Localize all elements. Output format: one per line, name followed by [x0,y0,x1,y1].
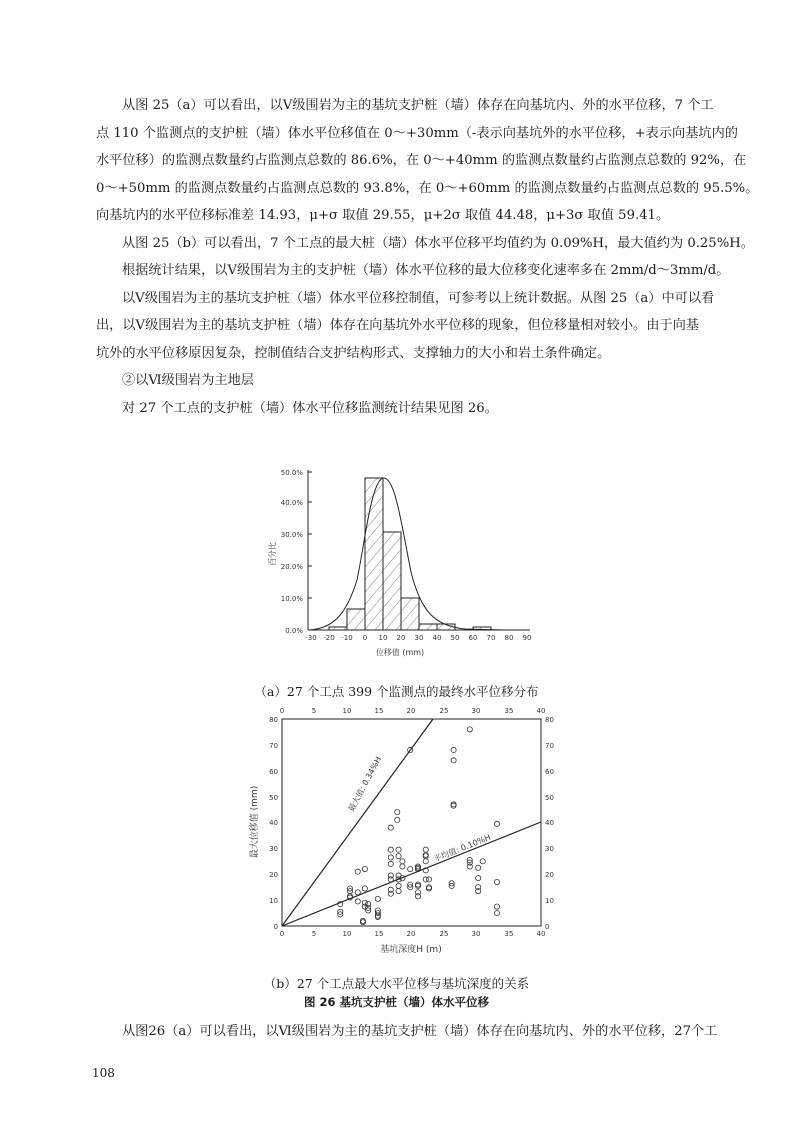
svg-text:50: 50 [269,794,278,802]
data-point [476,865,481,870]
text-line: 以Ⅴ级围岩为主的基坑支护桩（墙）体水平位移控制值，可参考以上统计数据。从图 25（a）中可以看 [122,290,715,306]
text-line: 从图26（a）可以看出，以Ⅵ级围岩为主的基坑支护桩（墙）体存在向基坑内、外的水平位移，27个工 [122,1024,718,1039]
paragraph-fig26a-analysis [96,1018,726,1046]
figure-title: 图 26 基坑支护桩（墙）体水平位移 [303,995,489,1009]
scatter-points [338,727,500,925]
svg-text:30: 30 [471,930,481,938]
data-point [494,904,499,909]
svg-text:10: 10 [342,707,352,715]
text-line: 向基坑内的水平位移标准差 14.93，μ+σ 取值 29.55，μ+2σ 取值 44.48，μ+3σ 取值 59.41。 [96,208,670,223]
top-x-tick-labels [280,707,546,715]
svg-text:30: 30 [471,707,481,715]
svg-text:0: 0 [273,923,278,931]
svg-text:25: 25 [439,707,449,715]
svg-text:60: 60 [468,634,478,642]
svg-text:10: 10 [378,634,388,642]
text-line: 水平位移）的监测点数量约占监测点总数的 86.6%，在 0～+40mm 的监测点数量约占监测点总数的 92%，在 [96,153,747,168]
svg-text:10: 10 [269,897,278,905]
svg-text:25: 25 [439,930,449,938]
svg-text:50.0%: 50.0% [280,469,303,477]
svg-text:20: 20 [396,634,406,642]
data-point [396,854,401,859]
svg-text:0: 0 [279,930,285,938]
data-point [388,847,393,852]
paragraph-fig25a-analysis [96,92,759,422]
y-tick-labels [281,469,304,635]
text-line: 0～+50mm 的监测点数量约占监测点总数的 93.8%，在 0～+60mm 的监测点数量约占监测点总数的 95.5%。 [96,180,759,196]
svg-text:40: 40 [536,930,546,938]
svg-text:80: 80 [504,634,514,642]
svg-text:30: 30 [269,845,278,853]
svg-text:40: 40 [545,819,554,827]
data-point [388,861,393,866]
right-y-tick-labels [545,716,554,931]
svg-text:80: 80 [269,716,278,724]
svg-text:40: 40 [432,634,442,642]
data-point [395,817,400,822]
svg-text:10.0%: 10.0% [280,595,303,603]
data-point [415,894,420,899]
svg-text:20: 20 [545,871,554,879]
scatter-chart [245,700,575,965]
data-point [362,866,367,871]
svg-text:0: 0 [279,707,285,715]
svg-text:15: 15 [374,930,384,938]
data-point [362,886,367,891]
paragraph-fig26-intro: 对 27 个工点的支护桩（墙）体水平位移监测统计结果见图 26。 [122,400,498,416]
mean-value-line [282,822,541,926]
data-point [388,891,393,896]
data-point [423,847,428,852]
svg-text:10: 10 [342,930,352,938]
data-point [355,869,360,874]
histogram-bars [329,478,491,630]
data-point [480,859,485,864]
caption-fig-b: （b）27 个工点最大水平位移与基坑深度的关系 [263,976,530,991]
svg-text:-10: -10 [341,634,353,642]
data-point [355,899,360,904]
data-point [494,879,499,884]
data-point [494,821,499,826]
caption-fig-a: （a）27 个工点 399 个监测点的最终水平位移分布 [254,684,539,699]
data-point [423,859,428,864]
svg-text:0: 0 [545,923,550,931]
text-line: 点 110 个监测点的支护桩（墙）体水平位移值在 0～+30mm（-表示向基坑外的水平位移，+表示向基坑内的 [96,125,738,141]
text-line: 坑外的水平位移原因复杂，控制值结合支护结构形式、支撑轴力的大小和岩土条件确定。 [96,345,611,361]
data-point [408,866,413,871]
data-point [396,883,401,888]
histogram-chart [265,462,545,662]
svg-text:-30: -30 [305,634,317,642]
data-point [451,747,456,752]
x-tick-labels [305,634,531,642]
data-point [476,888,481,893]
data-point [388,877,393,882]
svg-text:50: 50 [450,634,460,642]
mean-line-label: 平均值: 0.10%H [432,832,493,864]
data-point [467,727,472,732]
svg-text:20: 20 [406,707,416,715]
text-line: 从图 25（a）可以看出，以Ⅴ级围岩为主的基坑支护桩（墙）体存在向基坑内、外的水平位移，7 个工 [122,98,714,113]
y-tick-labels [269,716,278,931]
data-point [396,847,401,852]
svg-text:30: 30 [545,845,554,853]
paragraph-statistics-result: 根据统计结果，以Ⅴ级围岩为主的支护桩（墙）体水平位移的最大位移变化速率多在 2mm/d～3mm/d。 [122,263,730,278]
paragraph-fig25b-analysis: 从图 25（b）可以看出，7 个工点的最大桩（墙）体水平位移平均值约为 0.09%H，最大值约为 0.25%H。 [122,235,754,251]
data-point [426,877,431,882]
svg-text:5: 5 [311,930,317,938]
page-number: 108 [92,1066,115,1080]
data-point [400,864,405,869]
svg-text:35: 35 [504,707,514,715]
data-point [451,758,456,763]
data-point [467,864,472,869]
svg-text:30: 30 [414,634,424,642]
svg-text:80: 80 [545,716,554,724]
svg-text:40.0%: 40.0% [280,499,303,507]
text-line: 出，以Ⅴ级围岩为主的基坑支护桩（墙）体存在向基坑外水平位移的现象，但位移量相对较小。由于向基 [96,318,699,333]
data-point [494,910,499,915]
svg-text:90: 90 [522,634,532,642]
svg-text:40: 40 [269,819,278,827]
data-point [355,890,360,895]
svg-text:5: 5 [311,707,317,715]
max-line-label: 最大值: 0.34%H [346,755,384,813]
svg-text:20: 20 [269,871,278,879]
svg-text:0.0%: 0.0% [285,627,303,635]
data-point [388,825,393,830]
svg-text:50: 50 [545,794,554,802]
data-point [388,855,393,860]
y-axis-label: 百分比 [268,542,277,566]
svg-text:40: 40 [536,707,546,715]
x-axis-label: 基坑深度H (m) [380,945,442,955]
data-point [400,859,405,864]
svg-text:60: 60 [545,768,554,776]
svg-text:35: 35 [504,930,514,938]
x-axis-label: 位移值 (mm) [375,648,425,657]
svg-text:70: 70 [545,742,554,750]
data-point [375,896,380,901]
y-axis-label: 最大位移值 (mm) [250,785,260,859]
svg-text:15: 15 [374,707,384,715]
section-heading: ②以Ⅵ级围岩为主地层 [122,373,254,388]
svg-text:10: 10 [545,897,554,905]
svg-text:70: 70 [486,634,496,642]
svg-text:0: 0 [362,634,368,642]
data-point [396,888,401,893]
svg-text:30.0%: 30.0% [280,531,303,539]
svg-text:70: 70 [269,742,278,750]
x-tick-labels [280,930,546,938]
data-point [476,876,481,881]
svg-text:-20: -20 [323,634,335,642]
svg-text:60: 60 [269,768,278,776]
svg-text:20.0%: 20.0% [280,563,303,571]
data-point [395,810,400,815]
svg-text:20: 20 [406,930,416,938]
